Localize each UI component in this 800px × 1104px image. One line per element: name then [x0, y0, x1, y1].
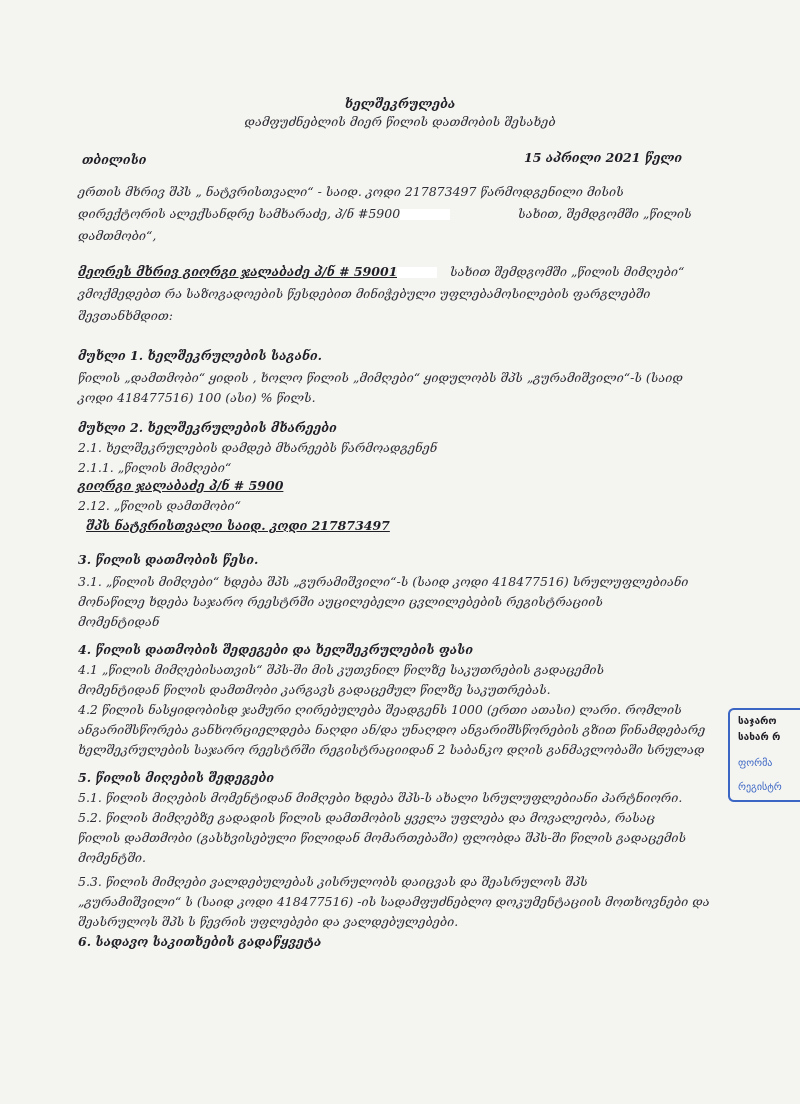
article-4-line: ხელშეკრულების საჯარო რეესტრში რეგისტრაციიდან 2 საბანკო დღის განმავლობაში სრულად [78, 742, 705, 757]
document-title: ხელშეკრულება [344, 96, 456, 111]
article-3-line: მომენტიდან [78, 614, 160, 629]
article-5-line: 5.3. წილის მიმღები ვალდებულებას კისრულობს დაიცვას და შეასრულოს შპს [78, 874, 588, 889]
intro-line: დამთმობი“, [78, 228, 157, 243]
article-2-line: 2.1. ხელშეკრულების დამდებ მხარეებს წარმოადგენენ [78, 440, 438, 455]
date: 15 აპრილი 2021 წელი [524, 150, 683, 165]
intro-line: სახით, შემდგომში „წილის [518, 206, 692, 221]
article-5-line: წილის დამთმობი (გასხვისებული წილიდან მომართებაში) ფლობდა შპს-ში წილის გადაცემის [78, 830, 687, 845]
article-3-line: 3.1. „წილის მიმღები“ ხდება შპს „გურამიშვილი“-ს (საიდ კოდი 418477516) სრულუფლებიანი [78, 574, 689, 589]
article-5-heading: 5. წილის მიღების შედეგები [78, 770, 275, 785]
article-3-heading: 3. წილის დათმობის წესი. [78, 552, 259, 567]
article-3-line: მონაწილე ხდება საჯარო რეესტრში აუცილებელი ცვლილებების რეგისტრაციის [78, 594, 604, 609]
article-5-line: „გურამიშვილი“ ს (საიდ კოდი 418477516) -ის სადამფუძნებლო დოკუმენტაციის მოთხოვნები და [78, 894, 710, 909]
article-4-line: მომენტიდან წილის დამთმობი კარგავს გადაცემულ წილზე საკუთრებას. [78, 682, 551, 697]
article-4-line: 4.1 „წილის მიმღებისათვის“ შპს-ში მის კუთვნილ წილზე საკუთრების გადაცემის [78, 662, 605, 677]
article-2-line: შპს ნატვრისთვალი საიდ. კოდი 217873497 [86, 518, 390, 533]
article-5-line: 5.1. წილის მიღების მომენტიდან მიმღები ხდება შპს-ს ახალი სრულუფლებიანი პარტნიორი. [78, 790, 683, 805]
article-4-line: 4.2 წილის ნასყიდობისდ ჯამური ღირებულება შეადგენს 1000 (ერთი ათასი) ლარი. რომლის [78, 702, 682, 717]
article-5-line: 5.2. წილის მიმღებზე გადადის წილის დამთმობის ყველა უფლება და მოვალეობა, რასაც [78, 810, 656, 825]
intro2-line: მეორეს მხრივ გიორგი ჯალაბაძე პ/ნ # 59001 [78, 264, 437, 280]
article-2-line: გიორგი ჯალაბაძე პ/ნ # 5900 [78, 478, 284, 493]
article-4-heading: 4. წილის დათმობის შედეგები და ხელშეკრულების ფასი [78, 642, 474, 657]
article-1-line: კოდი 418477516) 100 (ასი) % წილს. [78, 390, 316, 405]
intro2-line: სახით შემდგომში „წილის მიმღები“ [450, 264, 685, 279]
city: თბილისი [82, 152, 147, 167]
article-1-heading: მუხლი 1. ხელშეკრულების საგანი. [78, 348, 323, 363]
redaction [400, 209, 450, 220]
article-5-line: მომენტში. [78, 850, 147, 865]
article-2-heading: მუხლი 2. ხელშეკრულების მხარეები [78, 420, 337, 435]
article-1-line: წილის „დამთმობი“ ყიდის , ხოლო წილის „მიმღები“ ყიდულობს შპს „გურამიშვილი“-ს (საიდ [78, 370, 683, 385]
article-2-line: 2.12. „წილის დამთმობი“ [78, 498, 241, 513]
registry-stamp: საჯარო სახარ რ ფორმა რეგისტრ [728, 708, 800, 802]
document-subtitle: დამფუძნებლის მიერ წილის დათმობის შესახებ [244, 114, 556, 129]
article-6-heading: 6. სადავო საკითხების გადაწყვეტა [78, 934, 322, 949]
redaction [397, 267, 437, 278]
article-2-line: 2.1.1. „წილის მიმღები“ [78, 460, 232, 475]
intro2-line: ვმოქმედებთ რა საზოგადოების წესდებით მინიჭებული უფლებამოსილების ფარგლებში [78, 286, 651, 301]
intro2-line: შევთანხმდით: [78, 308, 173, 323]
intro-line: ერთის მხრივ შპს „ ნატვრისთვალი“ - საიდ. კოდი 217873497 წარმოდგენილი მისის [78, 184, 624, 199]
article-4-line: ანგარიშსწორება განხორციელდება ნაღდი ან/და უნაღდო ანგარიშსწორების გზით წინამდებარე [78, 722, 706, 737]
intro-line: დირექტორის ალექსანდრე სამხარაძე, პ/ნ #5900 [78, 206, 450, 222]
article-5-line: შეასრულოს შპს ს წევრის უფლებები და ვალდებულებები. [78, 914, 459, 929]
